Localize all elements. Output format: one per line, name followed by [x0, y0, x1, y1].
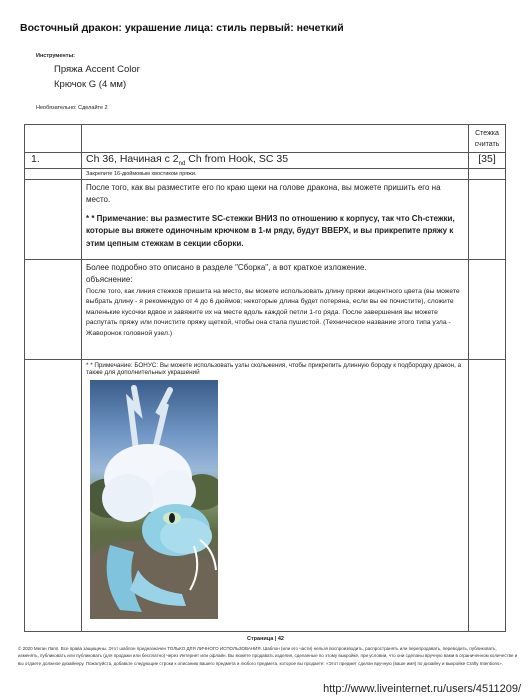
- page-number: Страница | 42: [246, 636, 284, 642]
- table-row: [25, 360, 506, 632]
- bonus-block: [82, 360, 469, 632]
- row-stitch-count: [35]: [469, 153, 506, 169]
- table-row: [25, 260, 506, 360]
- table-row: [25, 180, 506, 260]
- copyright-notice: © 2020 Меган Лапп. Все права защищены. Этот шаблон предназначен ТОЛЬКО ДЛЯ ЛИЧНОГО ИСПОЛЬЗОВАНИЯ. Шаблон (или его части) нельзя воспроизводить, распространять или перепродавать, переводить, публиковать, изменять, публиковать или публиковать (для продажи или бесплатно) через Интернет или офлайн. Вы можете продавать изделия, сделанные по этому выкройке, при условии, что они сделаны вручную вами в ограниченном количестве и вы отдаете должное дизайнеру. Пожалуйста, добавьте следующие строки к описанию вашего предмета и любого предмета, которое вы продаете: «Этот предмет сделан вручную (ваше имя) по дизайну и выкройке Crafty Intentions».: [18, 646, 518, 666]
- tool-hook: Крючок G (4 мм): [54, 79, 127, 90]
- assembly-block: [82, 260, 469, 360]
- pattern-table: [24, 124, 506, 632]
- dragon-illustration: [90, 380, 218, 619]
- assembly-intro: Более подробно это описано в разделе "Сборка", а вот краткое изложение.: [86, 263, 367, 272]
- table-row: [25, 153, 506, 169]
- instruction-block: [82, 180, 469, 260]
- row-instruction: Ch 36, Начиная с $2_{nd}$ Ch from Hook, SC 35: [82, 153, 469, 169]
- stitch-count-header: Стежка считать: [469, 125, 506, 153]
- optional-note: Необязательно: Сделайте 2: [36, 105, 108, 111]
- row-finish-note: Закрепите 16-дюймовым хвостиком пряжи.: [82, 169, 469, 180]
- sew-instruction: После того, как вы разместите его по краю щеки на голове дракона, вы можете пришить его на место.: [86, 183, 441, 205]
- dragon-photo: [90, 380, 218, 619]
- assembly-body: После того, как линия стежков пришита на место, вы можете использовать длину пряжи акцентного цвета (вы можете выбрать длину - я рекомендую от 4 до 6 дюймов; некоторые длина будет потеряна, если вы ее почистите), сложите маленькие кусочки вдвое и завяжите их на месте вдоль каждой петли 1-го ряда. После завершения вы можете распутать пряжу или почистите пряжу щеткой, чтобы она стала пушистой. (Техническое название этого типа узла - Жаворонок головной узел.): [86, 287, 460, 337]
- row-number: 1.: [25, 153, 82, 169]
- source-url[interactable]: http://www.liveinternet.ru/users/4511209/: [323, 683, 521, 695]
- table-header-row: [25, 125, 506, 153]
- tool-yarn: Пряжа Accent Color: [54, 64, 140, 75]
- tools-heading: Инструменты:: [36, 53, 75, 59]
- assembly-intro-2: объяснение:: [86, 275, 133, 285]
- placement-note: * * Примечание: вы разместите SC-стежки ВНИЗ по отношению к корпусу, так что Ch-стежки, которые вы вяжете одиночным крючком в 1-м ряду, будут ВВЕРХ, и вы прикрепите пряжу к этим цепным стежкам в секции сборки.: [86, 213, 455, 248]
- table-row: [25, 169, 506, 180]
- bonus-note: * * Примечание: БОНУС: Вы можете использовать узлы скольжения, чтобы прикрепить длинную бороду к подбородку дракон, а также для дополнительных украшений: [86, 362, 462, 376]
- page-title: Восточный дракон: украшение лица: стиль первый: нечеткий: [20, 22, 344, 34]
